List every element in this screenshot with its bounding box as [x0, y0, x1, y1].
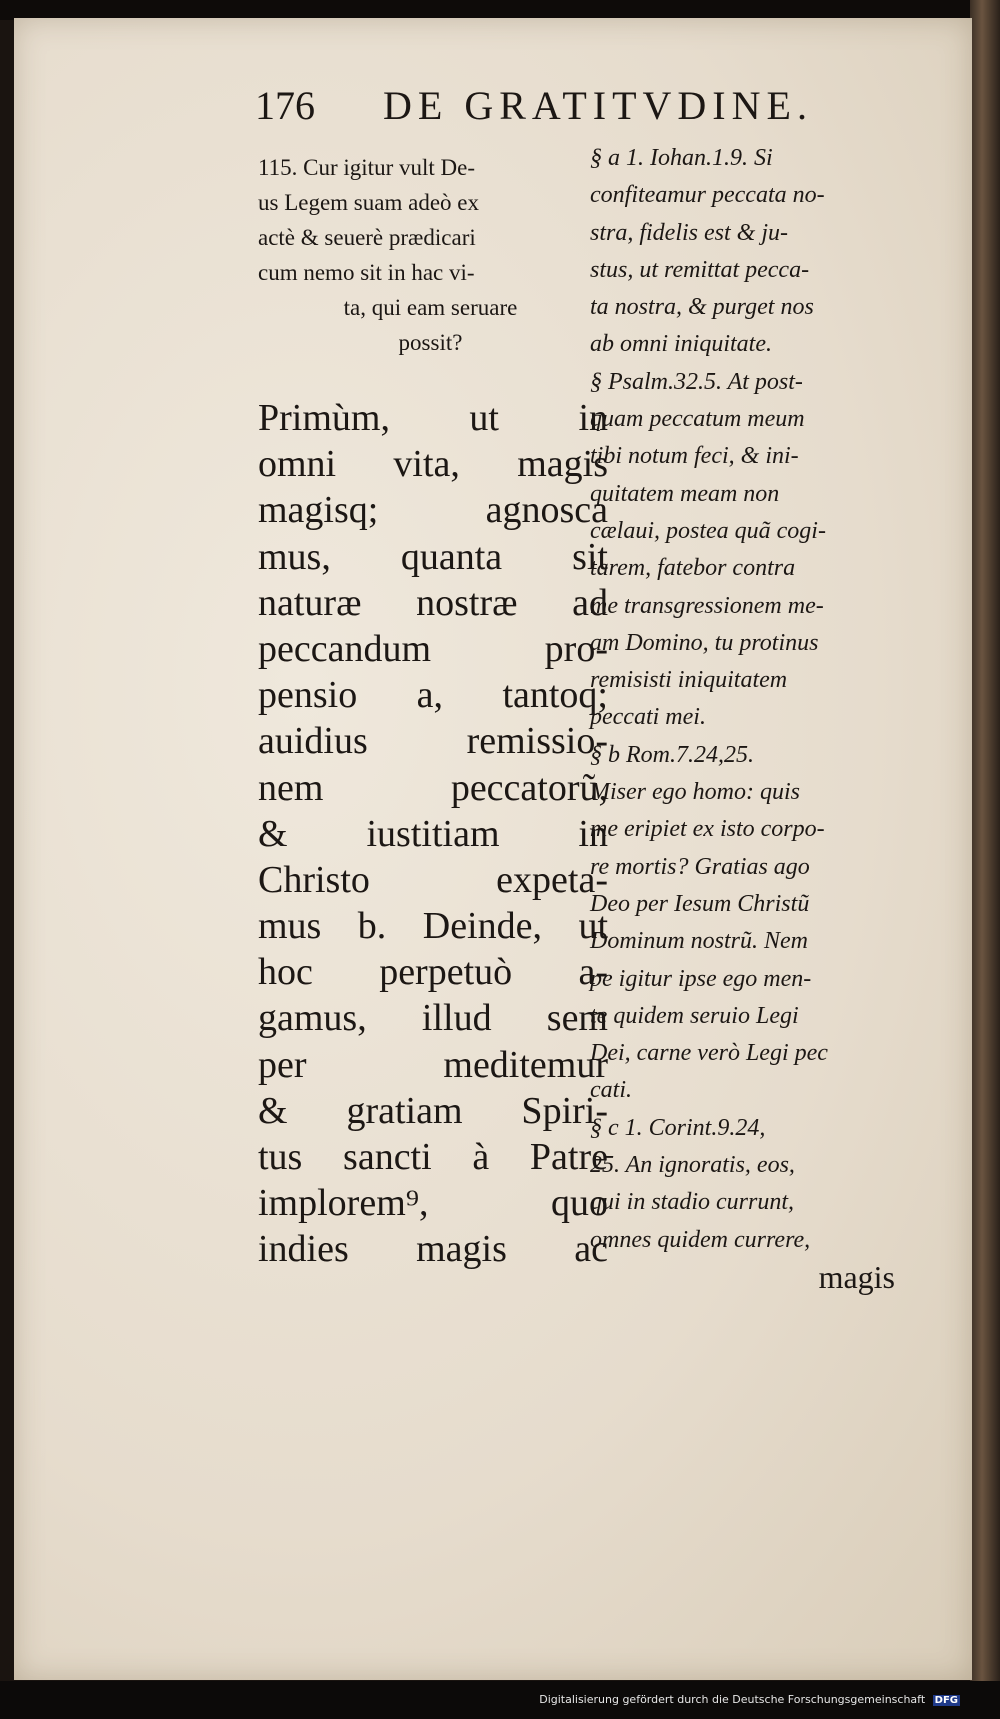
note-line: Deo per Iesum Christũ: [590, 890, 810, 917]
question-line: cum nemo sit in hac vi-: [258, 260, 475, 285]
answer-line: naturæ nostræ ad: [258, 581, 608, 624]
dfg-logo-icon: DFG: [934, 1695, 958, 1706]
note-line: Miser ego homo: quis: [590, 779, 800, 806]
running-title: DE GRATITVDINE.: [383, 83, 813, 128]
question-line: actè & seuerè prædicari: [258, 225, 476, 250]
page-number: 176: [255, 83, 315, 128]
answer-line: indies magis ac: [258, 1228, 608, 1271]
question-line: us Legem suam adeò ex: [258, 190, 479, 215]
note-line: omnes quidem currere,: [590, 1226, 811, 1253]
note-line: ab omni iniquitate.: [590, 331, 772, 358]
page-header: [255, 82, 915, 142]
marginal-notes: [590, 140, 895, 1296]
footer-credit: Digitalisierung gefördert durch die Deutsche Forschungsgemeinschaft: [539, 1693, 926, 1706]
answer-line: mus b. Deinde, ut: [258, 905, 608, 948]
digitization-footer: [0, 1681, 1000, 1719]
note-line: ta nostra, & purget nos: [590, 294, 814, 321]
question-line: 115. Cur igitur vult De-: [258, 155, 475, 180]
footer-credit-line: [539, 1693, 960, 1706]
note-line: me eripiet ex isto corpo-: [590, 816, 825, 843]
answer-line: mus, quanta sit: [258, 535, 608, 578]
answer-line: & gratiam Spiri-: [258, 1089, 608, 1132]
question-line: possit?: [398, 330, 463, 355]
note-line: re mortis? Gratias ago: [590, 853, 810, 880]
answer-line: Christo expeta-: [258, 858, 608, 901]
note-line: § a 1. Iohan.1.9. Si: [590, 145, 773, 171]
scan-border-top: [0, 0, 1000, 20]
note-line: te quidem seruio Legi: [590, 1002, 799, 1029]
note-line: Dominum nostrũ. Nem: [590, 928, 809, 955]
answer-line: Primùm, ut in: [258, 397, 608, 439]
note-line: remisisti iniquitatem: [590, 667, 788, 694]
answer-line: hoc perpetuò a-: [258, 951, 608, 994]
note-line: confiteamur peccata no-: [590, 182, 825, 209]
note-line: peccati mei.: [590, 704, 706, 731]
note-line: § Psalm.32.5. At post-: [590, 368, 803, 395]
answer-line: per meditemur: [258, 1043, 608, 1086]
answer-text: [258, 395, 608, 1273]
answer-line: magisq; agnosca: [258, 489, 608, 532]
note-line: am Domino, tu protinus: [590, 629, 819, 656]
note-line: § c 1. Corint.9.24,: [590, 1114, 766, 1141]
answer-line: auidius remissio-: [258, 720, 608, 763]
note-line: § b Rom.7.24,25.: [590, 741, 754, 768]
answer-line: peccandum pro-: [258, 627, 608, 670]
note-line: 25. An ignoratis, eos,: [590, 1152, 795, 1179]
book-fore-edge: [970, 0, 1000, 1719]
catechism-question: [258, 150, 603, 360]
note-line: stra, fidelis est & ju-: [590, 219, 788, 246]
catchword: magis: [818, 1258, 895, 1295]
note-line: tarem, fatebor contra: [590, 555, 796, 582]
question-line: ta, qui eam seruare: [343, 295, 518, 320]
note-line: pe igitur ipse ego men-: [590, 965, 812, 992]
note-line: stus, ut remittat pecca-: [590, 256, 810, 283]
answer-line: tus sancti à Patre: [258, 1136, 608, 1178]
answer-line: & iustitiam in: [258, 812, 608, 855]
answer-line: implorem⁹, quo: [258, 1182, 608, 1225]
answer-line: omni vita, magis: [258, 443, 608, 486]
note-line: Dei, carne verò Legi pec: [590, 1040, 828, 1067]
answer-line: pensio a, tantoq;: [258, 674, 608, 717]
note-line: cælaui, postea quã cogi-: [590, 517, 826, 544]
note-line: quam peccatum meum: [590, 406, 805, 433]
note-line: me transgressionem me-: [590, 592, 824, 619]
note-line: cati.: [590, 1077, 632, 1104]
note-line: tibi notum feci, & ini-: [590, 443, 799, 470]
answer-line: gamus, illud sem: [258, 997, 608, 1040]
answer-line: nem peccatorũ,: [258, 766, 608, 809]
note-line: qui in stadio currunt,: [590, 1189, 795, 1216]
note-line: quitatem meam non: [590, 480, 780, 507]
